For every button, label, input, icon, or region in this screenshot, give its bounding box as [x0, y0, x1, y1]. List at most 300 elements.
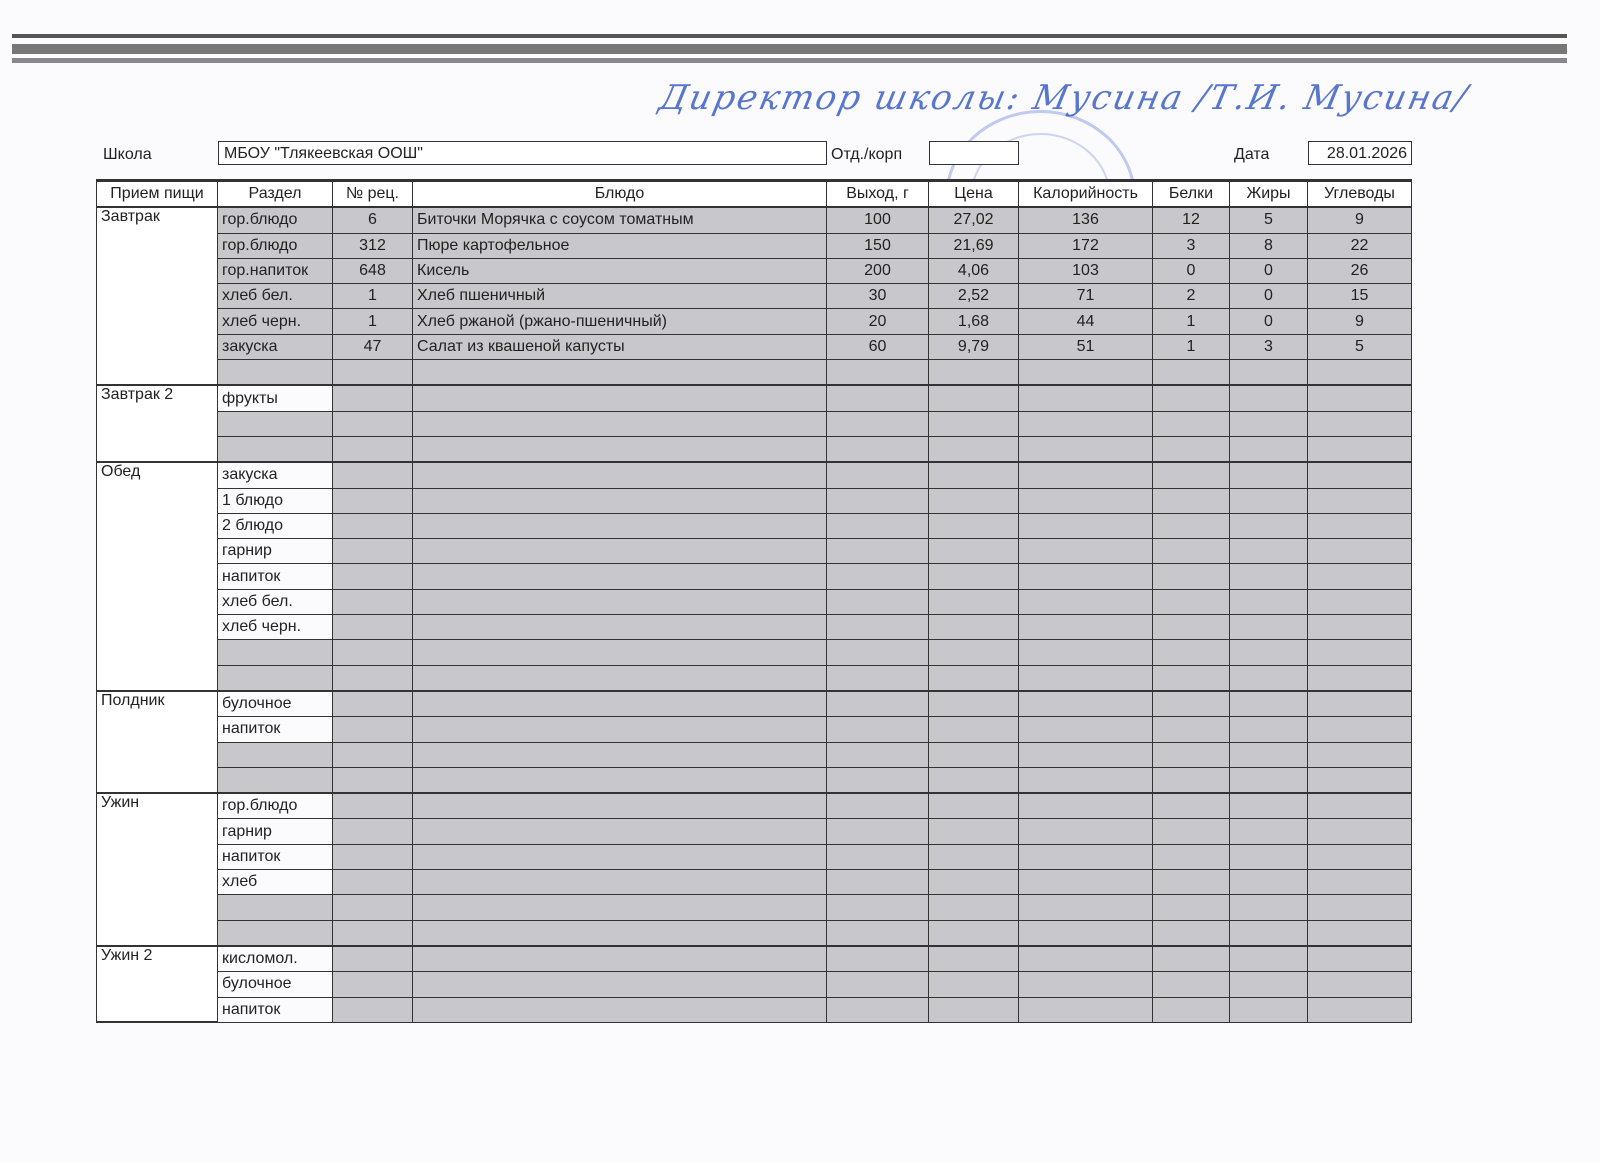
dish-cell: Салат из квашеной капусты: [413, 334, 827, 359]
carbs-cell: [1308, 436, 1412, 462]
table-row: [97, 946, 1412, 972]
section-cell: хлеб черн.: [218, 615, 333, 640]
col-recipe: № рец.: [333, 181, 413, 208]
carbs-cell: [1308, 793, 1412, 819]
meal-name: Полдник: [97, 691, 218, 793]
calories-cell: 172: [1019, 233, 1153, 258]
table-row: [97, 589, 1412, 614]
scan-edge: [12, 44, 1567, 54]
yield-cell: 30: [827, 284, 929, 309]
meal-name: Завтрак 2: [97, 385, 218, 462]
price-cell: 27,02: [929, 207, 1019, 233]
price-cell: [929, 793, 1019, 819]
table-row: [97, 411, 1412, 436]
fat-cell: [1230, 870, 1308, 895]
carbs-cell: [1308, 946, 1412, 972]
carbs-cell: 15: [1308, 284, 1412, 309]
calories-cell: [1019, 691, 1153, 717]
fat-cell: [1230, 640, 1308, 665]
section-cell: хлеб бел.: [218, 589, 333, 614]
calories-cell: [1019, 972, 1153, 997]
yield-cell: [827, 946, 929, 972]
price-cell: [929, 436, 1019, 462]
calories-cell: [1019, 488, 1153, 513]
price-cell: [929, 564, 1019, 589]
section-cell: [218, 360, 333, 386]
recipe-cell: 1: [333, 284, 413, 309]
section-cell: [218, 436, 333, 462]
protein-cell: [1153, 717, 1230, 742]
carbs-cell: [1308, 819, 1412, 844]
calories-cell: [1019, 564, 1153, 589]
yield-cell: [827, 844, 929, 869]
price-cell: [929, 385, 1019, 411]
price-cell: [929, 640, 1019, 665]
yield-cell: 60: [827, 334, 929, 359]
dish-cell: [413, 717, 827, 742]
fat-cell: [1230, 793, 1308, 819]
recipe-cell: [333, 997, 413, 1022]
price-cell: [929, 895, 1019, 920]
yield-cell: [827, 615, 929, 640]
fat-cell: 5: [1230, 207, 1308, 233]
protein-cell: [1153, 920, 1230, 946]
yield-cell: [827, 819, 929, 844]
meal-name: Ужин: [97, 793, 218, 946]
dish-cell: [413, 844, 827, 869]
price-cell: [929, 946, 1019, 972]
table-row: [97, 767, 1412, 793]
yield-cell: 100: [827, 207, 929, 233]
fat-cell: [1230, 462, 1308, 488]
carbs-cell: [1308, 513, 1412, 538]
calories-cell: [1019, 589, 1153, 614]
price-cell: [929, 742, 1019, 767]
protein-cell: [1153, 997, 1230, 1022]
col-yield: Выход, г: [827, 181, 929, 208]
yield-cell: [827, 895, 929, 920]
protein-cell: [1153, 819, 1230, 844]
protein-cell: [1153, 691, 1230, 717]
recipe-cell: [333, 640, 413, 665]
protein-cell: [1153, 589, 1230, 614]
calories-cell: 71: [1019, 284, 1153, 309]
protein-cell: [1153, 767, 1230, 793]
table-row: [97, 615, 1412, 640]
dish-cell: [413, 793, 827, 819]
carbs-cell: [1308, 360, 1412, 386]
col-price: Цена: [929, 181, 1019, 208]
price-cell: [929, 870, 1019, 895]
table-row: [97, 436, 1412, 462]
protein-cell: [1153, 411, 1230, 436]
carbs-cell: [1308, 462, 1412, 488]
fat-cell: [1230, 615, 1308, 640]
yield-cell: [827, 488, 929, 513]
carbs-cell: [1308, 539, 1412, 564]
yield-cell: [827, 742, 929, 767]
carbs-cell: 26: [1308, 258, 1412, 283]
date-label: Дата: [1234, 146, 1270, 163]
recipe-cell: [333, 793, 413, 819]
recipe-cell: [333, 436, 413, 462]
dish-cell: [413, 920, 827, 946]
table-row: [97, 870, 1412, 895]
recipe-cell: [333, 920, 413, 946]
section-cell: гор.блюдо: [218, 207, 333, 233]
dish-cell: [413, 615, 827, 640]
fat-cell: 8: [1230, 233, 1308, 258]
protein-cell: [1153, 640, 1230, 665]
price-cell: [929, 997, 1019, 1022]
section-cell: [218, 742, 333, 767]
yield-cell: [827, 360, 929, 386]
recipe-cell: [333, 488, 413, 513]
price-cell: [929, 844, 1019, 869]
meal-name: Обед: [97, 462, 218, 691]
recipe-cell: [333, 767, 413, 793]
table-row: [97, 360, 1412, 386]
table-row: [97, 462, 1412, 488]
yield-cell: 200: [827, 258, 929, 283]
dept-label: Отд./корп: [831, 146, 903, 163]
col-protein: Белки: [1153, 181, 1230, 208]
dish-cell: [413, 360, 827, 386]
price-cell: [929, 972, 1019, 997]
calories-cell: [1019, 717, 1153, 742]
recipe-cell: [333, 742, 413, 767]
carbs-cell: [1308, 615, 1412, 640]
yield-cell: [827, 462, 929, 488]
carbs-cell: [1308, 972, 1412, 997]
yield-cell: [827, 793, 929, 819]
protein-cell: [1153, 385, 1230, 411]
scan-edge: [12, 34, 1567, 38]
recipe-cell: [333, 870, 413, 895]
protein-cell: [1153, 539, 1230, 564]
section-cell: закуска: [218, 334, 333, 359]
section-cell: булочное: [218, 691, 333, 717]
protein-cell: [1153, 360, 1230, 386]
yield-cell: 150: [827, 233, 929, 258]
table-row: [97, 997, 1412, 1022]
carbs-cell: [1308, 385, 1412, 411]
table-row: [97, 207, 1412, 233]
section-cell: [218, 895, 333, 920]
section-cell: напиток: [218, 844, 333, 869]
yield-cell: 20: [827, 309, 929, 334]
section-cell: хлеб черн.: [218, 309, 333, 334]
dish-cell: Хлеб пшеничный: [413, 284, 827, 309]
table-row: [97, 334, 1412, 359]
recipe-cell: [333, 564, 413, 589]
price-cell: [929, 665, 1019, 691]
section-cell: напиток: [218, 564, 333, 589]
table-row: [97, 385, 1412, 411]
price-cell: [929, 539, 1019, 564]
calories-cell: [1019, 436, 1153, 462]
fat-cell: [1230, 411, 1308, 436]
yield-cell: [827, 513, 929, 538]
dish-cell: Кисель: [413, 258, 827, 283]
fat-cell: [1230, 895, 1308, 920]
fat-cell: [1230, 539, 1308, 564]
table-row: [97, 895, 1412, 920]
fat-cell: [1230, 844, 1308, 869]
table-row: [97, 844, 1412, 869]
col-section: Раздел: [218, 181, 333, 208]
yield-cell: [827, 767, 929, 793]
protein-cell: [1153, 436, 1230, 462]
yield-cell: [827, 870, 929, 895]
fat-cell: [1230, 665, 1308, 691]
calories-cell: [1019, 793, 1153, 819]
carbs-cell: [1308, 488, 1412, 513]
section-cell: гор.блюдо: [218, 793, 333, 819]
table-row: [97, 793, 1412, 819]
protein-cell: 3: [1153, 233, 1230, 258]
col-fat: Жиры: [1230, 181, 1308, 208]
fat-cell: 0: [1230, 309, 1308, 334]
dish-cell: [413, 539, 827, 564]
fat-cell: 0: [1230, 258, 1308, 283]
dish-cell: [413, 997, 827, 1022]
carbs-cell: [1308, 742, 1412, 767]
dish-cell: [413, 972, 827, 997]
table-row: [97, 233, 1412, 258]
section-cell: 1 блюдо: [218, 488, 333, 513]
protein-cell: [1153, 564, 1230, 589]
section-cell: гор.блюдо: [218, 233, 333, 258]
calories-cell: 51: [1019, 334, 1153, 359]
dish-cell: [413, 870, 827, 895]
fat-cell: [1230, 436, 1308, 462]
carbs-cell: [1308, 717, 1412, 742]
protein-cell: [1153, 844, 1230, 869]
calories-cell: [1019, 767, 1153, 793]
calories-cell: 103: [1019, 258, 1153, 283]
carbs-cell: [1308, 997, 1412, 1022]
carbs-cell: [1308, 920, 1412, 946]
dish-cell: [413, 742, 827, 767]
dept-field[interactable]: [929, 141, 1019, 165]
recipe-cell: 6: [333, 207, 413, 233]
yield-cell: [827, 385, 929, 411]
calories-cell: [1019, 997, 1153, 1022]
section-cell: [218, 640, 333, 665]
col-dish: Блюдо: [413, 181, 827, 208]
recipe-cell: 648: [333, 258, 413, 283]
carbs-cell: [1308, 564, 1412, 589]
dish-cell: [413, 589, 827, 614]
yield-cell: [827, 997, 929, 1022]
price-cell: [929, 513, 1019, 538]
calories-cell: [1019, 513, 1153, 538]
recipe-cell: [333, 385, 413, 411]
date-field[interactable]: 28.01.2026: [1308, 141, 1412, 165]
dish-cell: [413, 895, 827, 920]
col-calories: Калорийность: [1019, 181, 1153, 208]
fat-cell: [1230, 385, 1308, 411]
dish-cell: [413, 665, 827, 691]
dish-cell: Пюре картофельное: [413, 233, 827, 258]
section-cell: [218, 411, 333, 436]
protein-cell: [1153, 946, 1230, 972]
recipe-cell: 312: [333, 233, 413, 258]
recipe-cell: [333, 844, 413, 869]
dish-cell: [413, 691, 827, 717]
fat-cell: [1230, 997, 1308, 1022]
carbs-cell: [1308, 411, 1412, 436]
calories-cell: [1019, 895, 1153, 920]
carbs-cell: [1308, 589, 1412, 614]
recipe-cell: [333, 462, 413, 488]
section-cell: булочное: [218, 972, 333, 997]
section-cell: кисломол.: [218, 946, 333, 972]
recipe-cell: [333, 665, 413, 691]
protein-cell: [1153, 665, 1230, 691]
price-cell: 4,06: [929, 258, 1019, 283]
price-cell: [929, 717, 1019, 742]
fat-cell: 3: [1230, 334, 1308, 359]
carbs-cell: 9: [1308, 309, 1412, 334]
section-cell: напиток: [218, 997, 333, 1022]
recipe-cell: [333, 819, 413, 844]
yield-cell: [827, 436, 929, 462]
dish-cell: [413, 411, 827, 436]
section-cell: напиток: [218, 717, 333, 742]
dish-cell: [413, 513, 827, 538]
price-cell: [929, 462, 1019, 488]
table-row: [97, 742, 1412, 767]
protein-cell: 2: [1153, 284, 1230, 309]
table-row: [97, 665, 1412, 691]
price-cell: [929, 819, 1019, 844]
protein-cell: [1153, 462, 1230, 488]
recipe-cell: [333, 895, 413, 920]
section-cell: хлеб бел.: [218, 284, 333, 309]
scan-edge: [12, 58, 1567, 63]
table-row: [97, 564, 1412, 589]
yield-cell: [827, 920, 929, 946]
calories-cell: [1019, 411, 1153, 436]
calories-cell: [1019, 665, 1153, 691]
calories-cell: [1019, 539, 1153, 564]
recipe-cell: [333, 691, 413, 717]
meal-name: Завтрак: [97, 207, 218, 385]
table-header: [97, 181, 1412, 208]
meal-name: Ужин 2: [97, 946, 218, 1022]
recipe-cell: [333, 717, 413, 742]
fat-cell: [1230, 488, 1308, 513]
protein-cell: [1153, 742, 1230, 767]
fat-cell: [1230, 564, 1308, 589]
fat-cell: [1230, 972, 1308, 997]
price-cell: 2,52: [929, 284, 1019, 309]
carbs-cell: [1308, 844, 1412, 869]
table-row: [97, 691, 1412, 717]
section-cell: [218, 767, 333, 793]
protein-cell: 1: [1153, 309, 1230, 334]
yield-cell: [827, 665, 929, 691]
calories-cell: [1019, 360, 1153, 386]
fat-cell: [1230, 767, 1308, 793]
fat-cell: [1230, 819, 1308, 844]
fat-cell: [1230, 513, 1308, 538]
section-cell: гор.напиток: [218, 258, 333, 283]
dish-cell: [413, 640, 827, 665]
price-cell: [929, 691, 1019, 717]
dish-cell: [413, 462, 827, 488]
price-cell: [929, 360, 1019, 386]
carbs-cell: [1308, 767, 1412, 793]
carbs-cell: [1308, 870, 1412, 895]
recipe-cell: [333, 411, 413, 436]
calories-cell: [1019, 385, 1153, 411]
fat-cell: [1230, 946, 1308, 972]
yield-cell: [827, 717, 929, 742]
table-row: [97, 284, 1412, 309]
section-cell: хлеб: [218, 870, 333, 895]
calories-cell: [1019, 844, 1153, 869]
col-meal: Прием пищи: [97, 181, 218, 208]
price-cell: [929, 411, 1019, 436]
carbs-cell: [1308, 640, 1412, 665]
col-carbs: Углеводы: [1308, 181, 1412, 208]
section-cell: [218, 920, 333, 946]
price-cell: 1,68: [929, 309, 1019, 334]
yield-cell: [827, 640, 929, 665]
fat-cell: [1230, 360, 1308, 386]
fat-cell: [1230, 717, 1308, 742]
calories-cell: [1019, 946, 1153, 972]
recipe-cell: [333, 615, 413, 640]
calories-cell: [1019, 920, 1153, 946]
dish-cell: [413, 564, 827, 589]
calories-cell: [1019, 462, 1153, 488]
price-cell: 9,79: [929, 334, 1019, 359]
section-cell: гарнир: [218, 539, 333, 564]
section-cell: закуска: [218, 462, 333, 488]
protein-cell: [1153, 870, 1230, 895]
recipe-cell: [333, 539, 413, 564]
dish-cell: Хлеб ржаной (ржано-пшеничный): [413, 309, 827, 334]
protein-cell: [1153, 895, 1230, 920]
table-row: [97, 819, 1412, 844]
protein-cell: [1153, 615, 1230, 640]
dish-cell: [413, 819, 827, 844]
yield-cell: [827, 411, 929, 436]
recipe-cell: [333, 946, 413, 972]
carbs-cell: [1308, 665, 1412, 691]
table-row: [97, 513, 1412, 538]
fat-cell: [1230, 920, 1308, 946]
table-row: [97, 972, 1412, 997]
school-field[interactable]: МБОУ "Тлякеевская ООШ": [218, 141, 827, 165]
calories-cell: [1019, 870, 1153, 895]
calories-cell: [1019, 819, 1153, 844]
calories-cell: [1019, 615, 1153, 640]
recipe-cell: 47: [333, 334, 413, 359]
school-label: Школа: [103, 146, 152, 163]
yield-cell: [827, 539, 929, 564]
price-cell: [929, 615, 1019, 640]
table-row: [97, 488, 1412, 513]
calories-cell: [1019, 742, 1153, 767]
carbs-cell: 9: [1308, 207, 1412, 233]
price-cell: [929, 767, 1019, 793]
fat-cell: [1230, 589, 1308, 614]
